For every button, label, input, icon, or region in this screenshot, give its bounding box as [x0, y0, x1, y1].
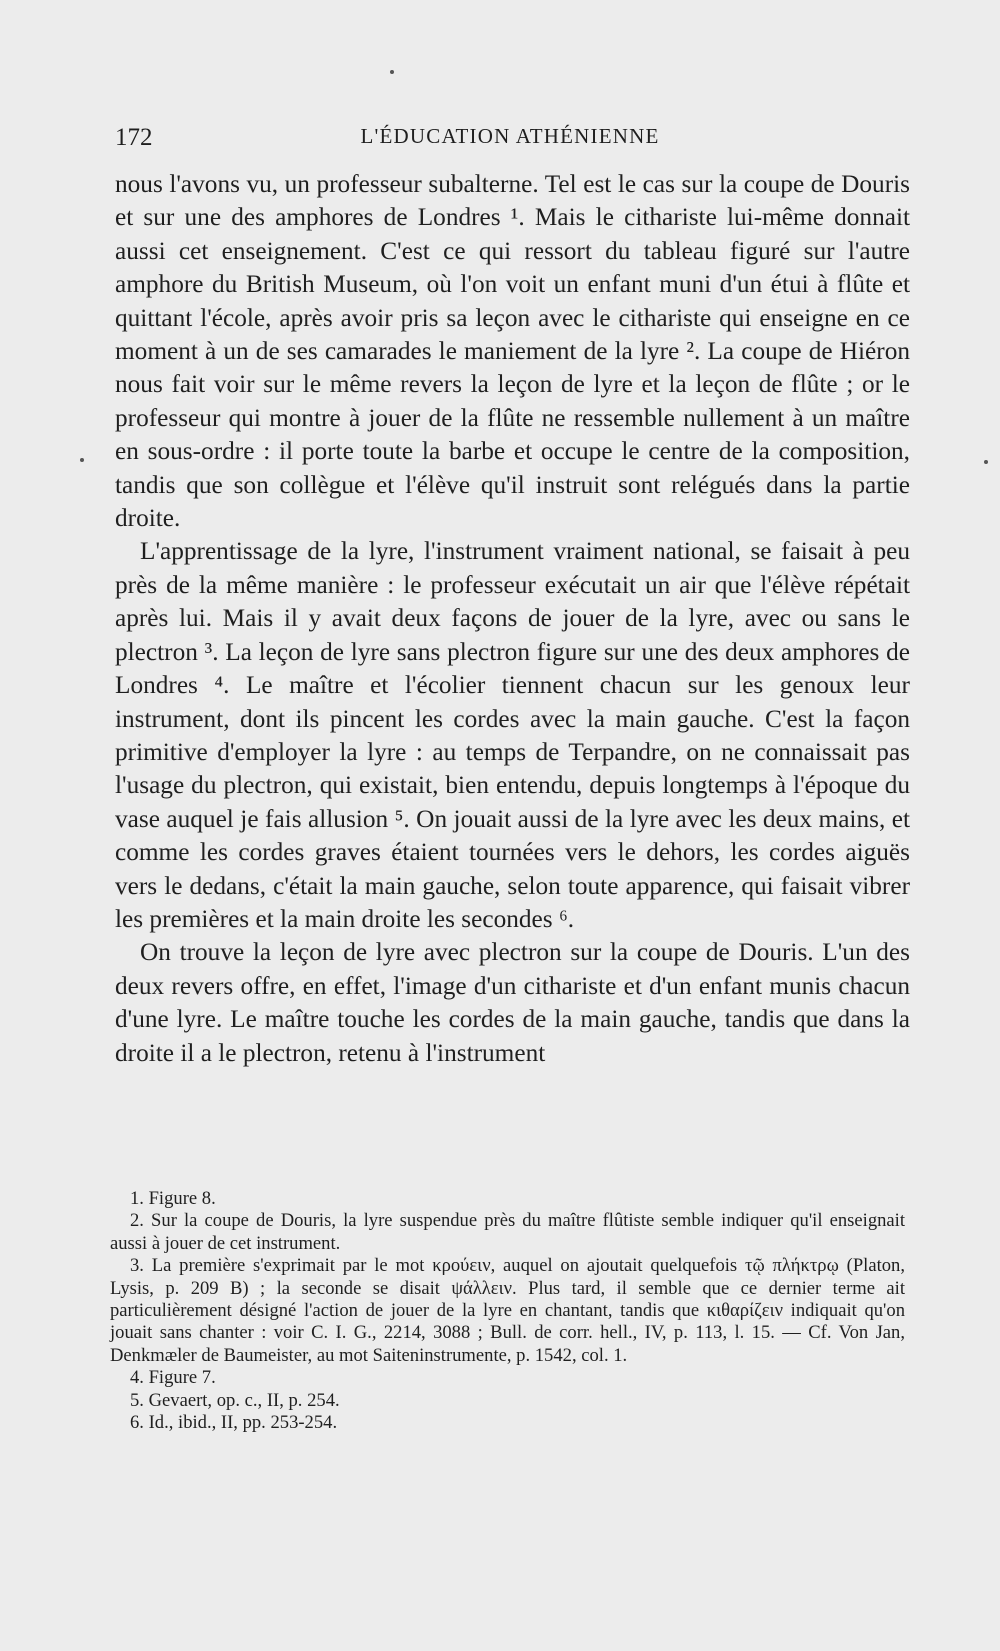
footnote: 6. Id., ibid., II, pp. 253-254. [130, 1412, 338, 1434]
running-header [115, 118, 905, 154]
footnote: 1. Figure 8. [130, 1188, 216, 1209]
page-number: 172 [115, 124, 153, 151]
footnote: 4. Figure 7. [130, 1367, 216, 1389]
footnotes [110, 1188, 905, 1434]
paragraph: nous l'avons vu, un professeur subalterne. Tel est le cas sur la coupe de Douris et sur une des amphores de Londres ¹. Mais le cithariste lui-même donnait aussi cet enseignement. C'est ce qui ressort du tableau figuré sur l'autre amphore du British Museum, où l'on voit un enfant muni d'un étui à flûte et quittant l'école, après avoir pris sa leçon avec le cithariste qui enseigne en ce moment à un de ses camarades le maniement de la lyre ². La coupe de Hiéron nous fait voir sur le même revers la leçon de lyre et la leçon de flûte ; or le professeur qui montre à jouer de la flûte ne ressemble nullement à un maître en sous-ordre : il porte toute la barbe et occupe le centre de la composition, tandis que son collègue et l'élève qu'il instruit sont relégués dans la partie droite. [115, 170, 910, 533]
main-text [115, 168, 910, 1070]
footnote: 5. Gevaert, op. c., II, p. 254. [130, 1389, 340, 1411]
speck [390, 70, 394, 74]
paragraph: On trouve la leçon de lyre avec plectron sur la coupe de Douris. L'un des deux revers offre, en effet, l'image d'un cithariste et d'un enfant munis chacun d'une lyre. Le maître touche les cordes de la main gauche, tandis que dans la droite il a le plectron, retenu à l'instrument [115, 938, 910, 1067]
running-title: L'ÉDUCATION ATHÉNIENNE [360, 124, 660, 148]
footnote: 3. La première s'exprimait par le mot κρούειν, auquel on ajoutait quelquefois τῷ πλήκτρῳ (Platon, Lysis, p. 209 B) ; la seconde se disait ψάλλειν. Plus tard, il semble que ce dernier terme ait particulièrement désigné l'action de jouer de la lyre en chantant, tandis que κιθαρίζειν indiquait qu'on jouait sans chanter : voir C. I. G., 2214, 3088 ; Bull. de corr. hell., IV, p. 113, l. 15. — Cf. Von Jan, Denkmæler de Baumeister, au mot Saiteninstrumente, p. 1542, col. 1. [110, 1255, 905, 1366]
speck [80, 458, 84, 462]
speck [984, 460, 988, 464]
footnote: 2. Sur la coupe de Douris, la lyre suspendue près du maître flûtiste semble indiquer qu'il enseignait aussi à jouer de cet instrument. [110, 1210, 905, 1254]
paragraph: L'apprentissage de la lyre, l'instrument vraiment national, se faisait à peu près de la même manière : le professeur exécutait un air que l'élève répétait après lui. Mais il y avait deux façons de jouer de la lyre, avec ou sans le plectron ³. La leçon de lyre sans plectron figure sur une des deux amphores de Londres ⁴. Le maître et l'écolier tiennent chacun sur les genoux leur instrument, dont ils pincent les cordes avec la main gauche. C'est la façon primitive d'employer la lyre : au temps de Terpandre, on ne connaissait pas l'usage du plectron, qui existait, bien entendu, depuis longtemps à l'époque du vase auquel je fais allusion ⁵. On jouait aussi de la lyre avec les deux mains, et comme les cordes graves étaient tournées vers le dehors, les cordes aiguës vers le dedans, c'était la main gauche, selon toute apparence, qui faisait vibrer les premières et la main droite les secondes ⁶. [115, 537, 910, 933]
